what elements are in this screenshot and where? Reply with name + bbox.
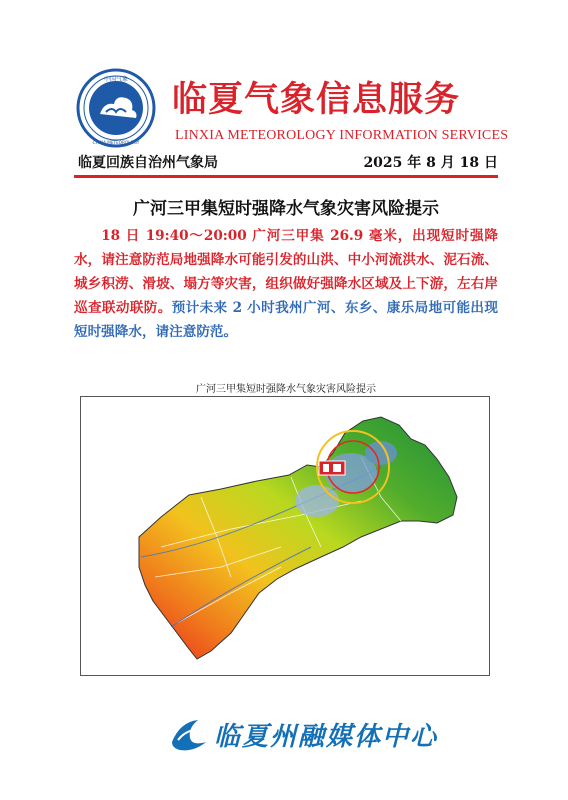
- header-divider: [74, 175, 498, 178]
- issue-date: 2025 年 8 月 18 日: [363, 155, 498, 171]
- notice-body-forecast: 预计未来 2 小时我州广河、东乡、康乐局地可能出现短时强降水，请注意防范。: [74, 300, 498, 340]
- station-marker-icon: [319, 461, 345, 475]
- cma-logo: [76, 68, 156, 148]
- footer-org-name: 临夏州融媒体中心: [214, 722, 439, 752]
- media-center-logo: [168, 712, 210, 754]
- notice-title: 广河三甲集短时强降水气象灾害风险提示: [133, 199, 439, 219]
- map-caption: 广河三甲集短时强降水气象灾害风险提示: [196, 384, 376, 395]
- notice-body: [74, 224, 498, 344]
- risk-map: [80, 396, 490, 676]
- notice-body-warning: 18 日 19:40～20:00 广河三甲集 26.9 毫米，出现短时强降水，请注意防范局地强降水可能引发的山洪、中小河流洪水、泥石流、城乡积涝、滑坡、塌方等灾害，组织做好强降水区域及上下游，左右岸巡查联动联防。: [74, 228, 498, 316]
- department-name: 临夏回族自治州气象局: [78, 155, 218, 171]
- logo-text-en: CHINA METEOROLOGY: [92, 140, 140, 145]
- header-subtitle: LINXIA METEOROLOGY INFORMATION SERVICES: [175, 128, 509, 143]
- logo-text-cn: 中国气象: [103, 76, 129, 83]
- header-title: 临夏气象信息服务: [172, 80, 461, 120]
- linxia-region-shape: [139, 417, 457, 659]
